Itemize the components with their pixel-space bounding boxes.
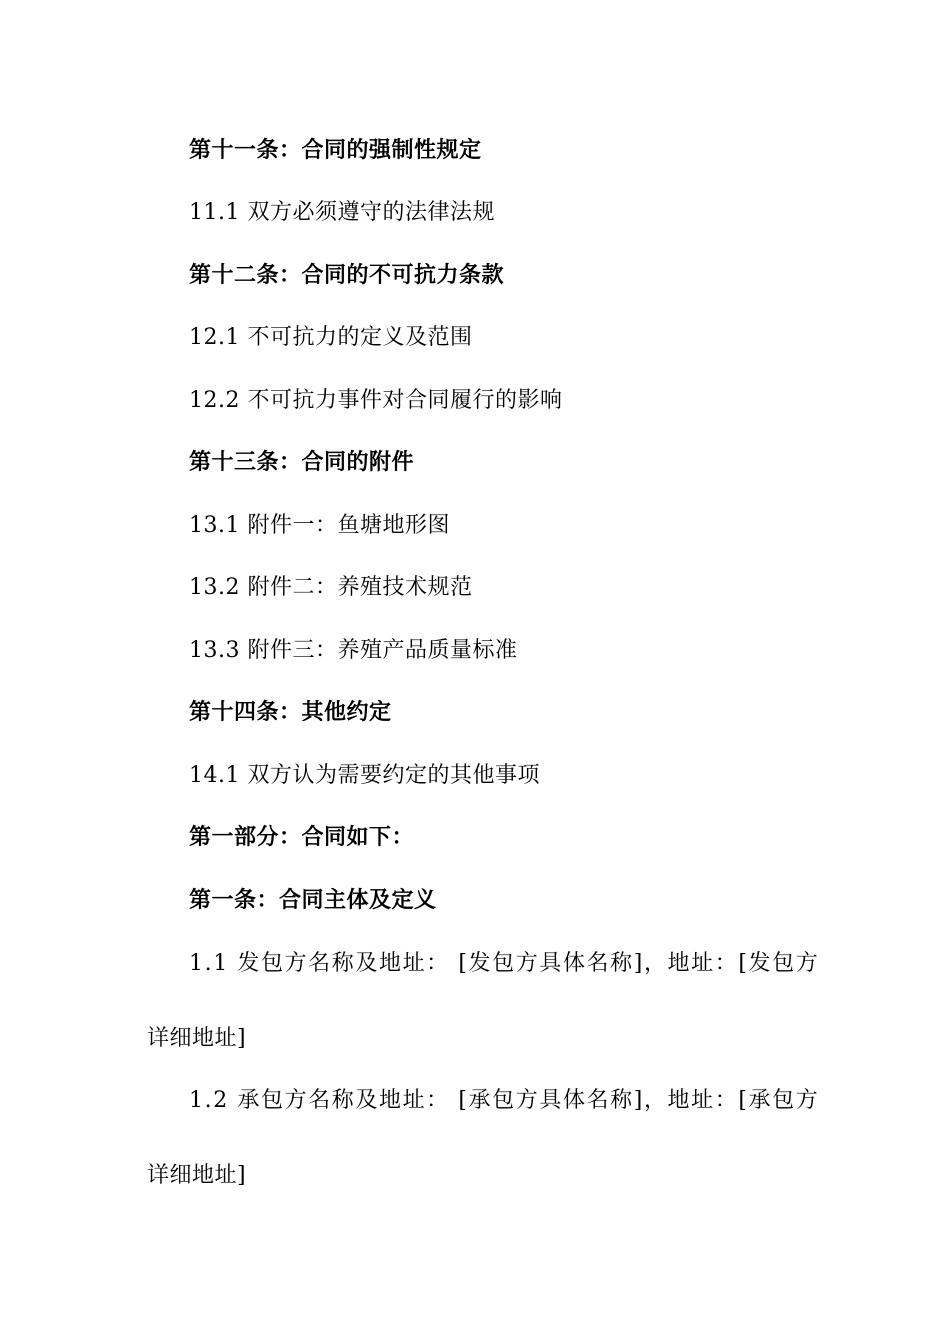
article-1-heading: 第一条：合同主体及定义 [189, 888, 437, 913]
clause-12-2: 12.2 不可抗力事件对合同履行的影响 [189, 388, 563, 413]
clause-14-1: 14.1 双方认为需要约定的其他事项 [189, 763, 540, 788]
clause-1-1-line1: 1.1 发包方名称及地址： [发包方具体名称]，地址：[发包方 [189, 951, 820, 976]
clause-12-1: 12.1 不可抗力的定义及范围 [189, 325, 473, 350]
part-1-heading: 第一部分：合同如下： [189, 825, 415, 850]
article-12-heading: 第十二条：合同的不可抗力条款 [189, 263, 505, 288]
clause-1-2-line1: 1.2 承包方名称及地址： [承包方具体名称]，地址：[承包方 [189, 1088, 820, 1113]
clause-13-3: 13.3 附件三：养殖产品质量标准 [189, 638, 518, 663]
article-13-heading: 第十三条：合同的附件 [189, 450, 415, 475]
clause-1-1-line2: 详细地址] [147, 1026, 247, 1051]
clause-1-2-line2: 详细地址] [147, 1163, 247, 1188]
article-11-heading: 第十一条：合同的强制性规定 [189, 138, 482, 163]
clause-11-1: 11.1 双方必须遵守的法律法规 [189, 200, 495, 225]
clause-13-2: 13.2 附件二：养殖技术规范 [189, 575, 473, 600]
clause-13-1: 13.1 附件一：鱼塘地形图 [189, 513, 450, 538]
article-14-heading: 第十四条：其他约定 [189, 700, 392, 725]
